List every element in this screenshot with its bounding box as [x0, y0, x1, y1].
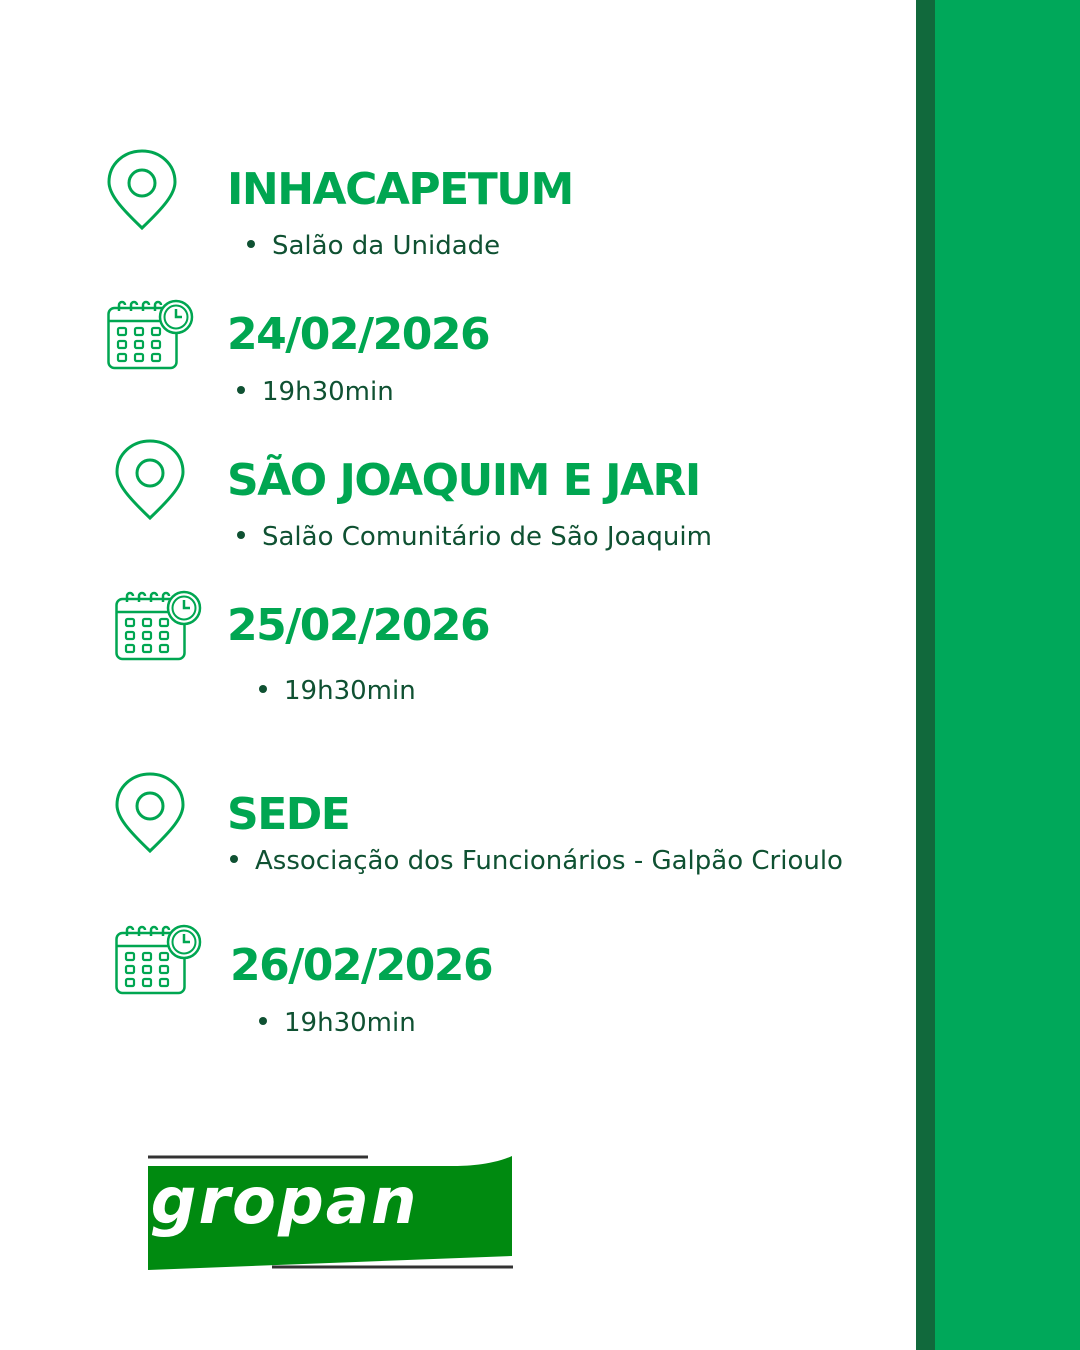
- location-title-2: SÃO JOAQUIM E JARI: [227, 455, 700, 506]
- date-title-2: 25/02/2026: [227, 600, 490, 651]
- venue-item-1: [247, 233, 500, 259]
- map-pin-icon: [114, 772, 186, 854]
- date-title-3: 26/02/2026: [230, 940, 493, 991]
- map-pin-icon: [106, 149, 178, 231]
- map-pin-icon: [114, 439, 186, 521]
- venue-label-2: Salão Comunitário de São Joaquim: [262, 522, 712, 552]
- venue-label-1: Salão da Unidade: [272, 231, 501, 261]
- venue-item-3: [230, 848, 843, 874]
- time-label-1: 19h30min: [262, 377, 394, 407]
- calendar-clock-icon: [114, 590, 204, 662]
- bullet-dot: [259, 685, 267, 693]
- side-stripe-green: [935, 0, 1080, 1350]
- bullet-dot: [247, 240, 255, 248]
- bullet-dot: [237, 386, 245, 394]
- calendar-clock-icon: [106, 299, 196, 371]
- bullet-dot: [259, 1017, 267, 1025]
- date-title-1: 24/02/2026: [227, 309, 490, 360]
- time-label-2: 19h30min: [284, 676, 416, 706]
- venue-label-3: Associação dos Funcionários - Galpão Crioulo: [255, 846, 843, 876]
- time-label-3: 19h30min: [284, 1008, 416, 1038]
- location-title-3: SEDE: [227, 789, 350, 840]
- calendar-clock-icon: [114, 924, 204, 996]
- location-title-1: INHACAPETUM: [227, 164, 573, 215]
- bullet-dot: [230, 855, 238, 863]
- logo-text: agropan: [105, 1165, 419, 1239]
- venue-item-2: [237, 524, 712, 550]
- time-item-2: [259, 678, 416, 704]
- time-item-3: [259, 1010, 416, 1036]
- bullet-dot: [237, 531, 245, 539]
- side-stripe-dark: [916, 0, 935, 1350]
- time-item-1: [237, 379, 394, 405]
